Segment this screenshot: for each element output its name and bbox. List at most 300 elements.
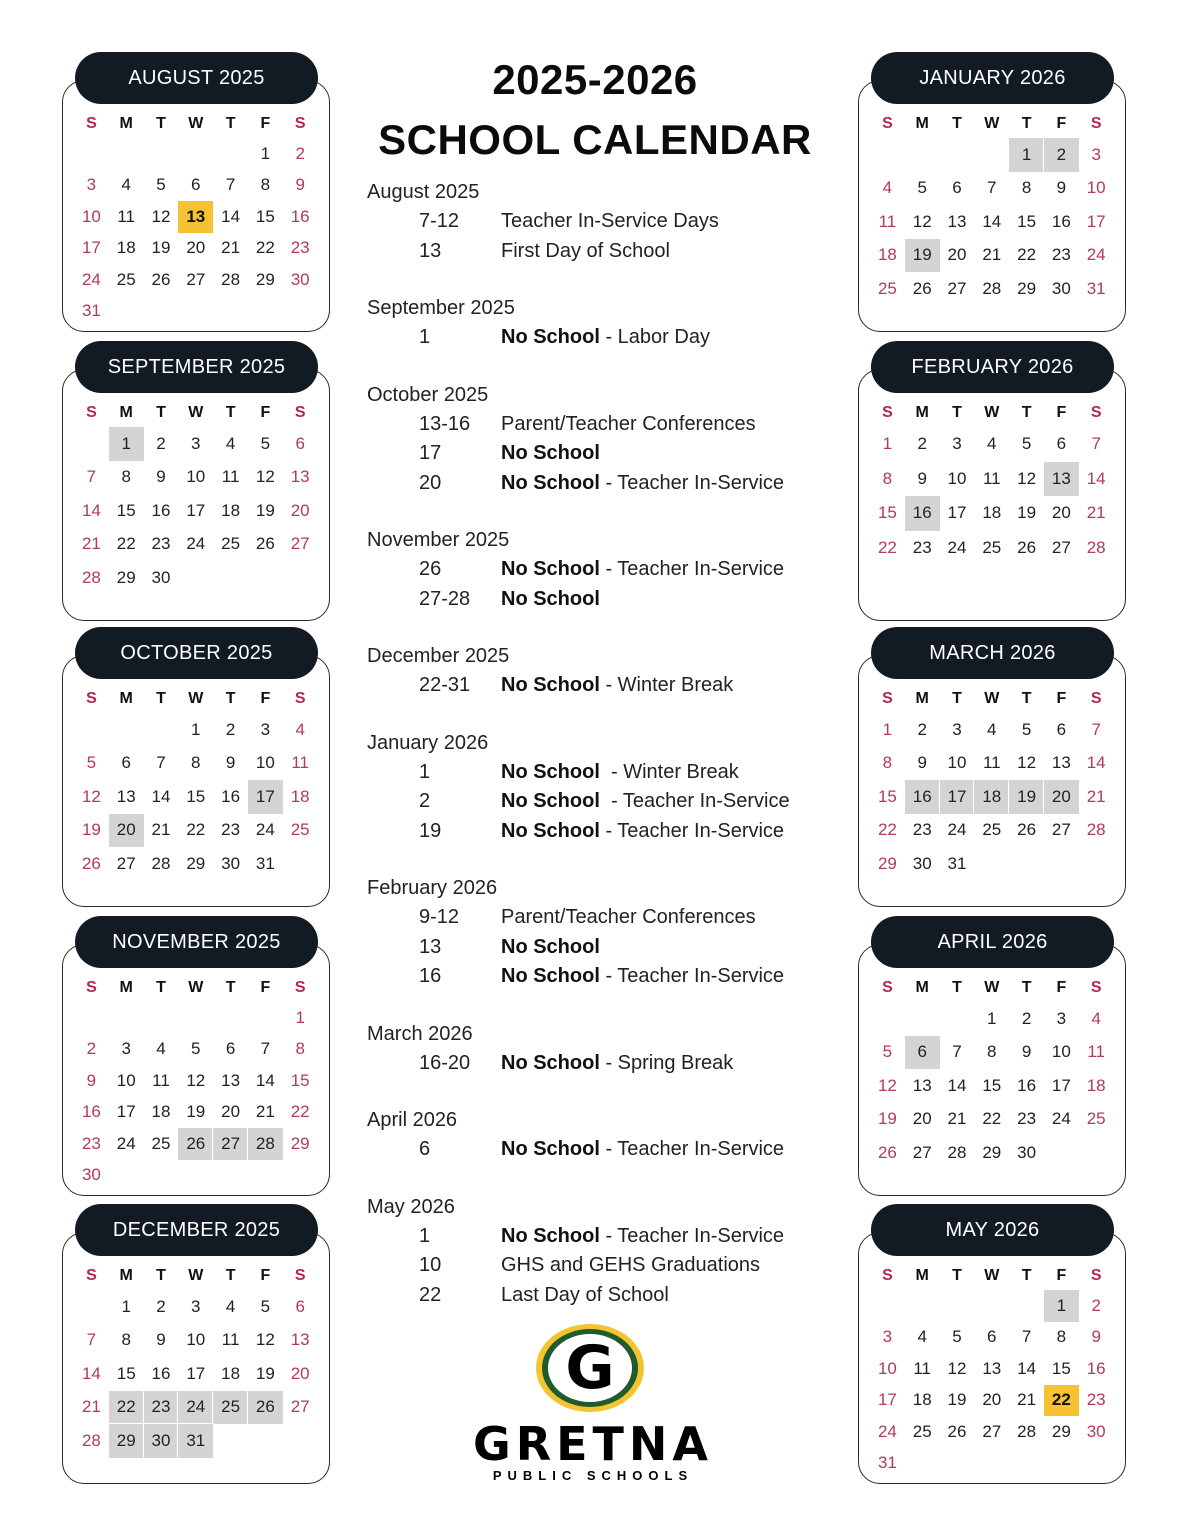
weekday-label: S [294, 979, 306, 996]
calendar-day: 18 [974, 780, 1009, 814]
weekday-label: W [984, 979, 1000, 996]
calendar-day: 25 [982, 820, 1002, 840]
event-description [501, 439, 600, 469]
spacer [367, 498, 837, 526]
empty-cell [213, 138, 248, 170]
calendar-day: 26 [1017, 537, 1037, 557]
empty-cell [283, 847, 318, 881]
calendar-day: 30 [290, 269, 310, 289]
empty-cell [144, 1160, 179, 1192]
calendar-day: 19 [81, 820, 101, 840]
calendar-day: 6 [295, 433, 305, 453]
calendar-day: 23 [290, 238, 310, 258]
calendar-day: 4 [295, 719, 305, 739]
calendar-day: 10 [116, 1070, 136, 1090]
calendar-day: 29 [290, 1133, 310, 1153]
calendar-day: 14 [81, 1363, 101, 1383]
weekday-label: S [86, 115, 97, 132]
weekday-label: M [915, 115, 929, 132]
calendar-day: 25 [877, 278, 897, 298]
calendar-day: 26 [1017, 820, 1037, 840]
empty-cell [248, 1002, 283, 1034]
day-grid [74, 1262, 318, 1458]
calendar-day: 28 [1086, 820, 1106, 840]
empty-cell [74, 1290, 109, 1324]
calendar-day: 1 [882, 719, 893, 739]
calendar-day: 11 [152, 1070, 170, 1090]
calendar-day: 4 [1091, 1008, 1101, 1028]
no-school-label: No School [501, 760, 600, 783]
weekday-label: S [294, 1267, 306, 1284]
empty-cell [178, 296, 213, 328]
calendar-day: 3 [86, 175, 97, 195]
month-header: FEBRUARY 2026 [871, 341, 1114, 393]
empty-cell [109, 713, 144, 747]
calendar-day: 13 [1051, 753, 1071, 773]
weekday-label: M [915, 1267, 929, 1284]
calendar-day: 6 [295, 1296, 305, 1316]
calendar-day: 29 [116, 567, 136, 587]
no-school-label: No School [501, 1138, 600, 1160]
calendar-day: 18 [221, 1363, 241, 1383]
event-text: GHS and GEHS Graduations [501, 1254, 761, 1276]
weekday-label: W [188, 1267, 204, 1284]
calendar-title: SCHOOL CALENDAR [378, 116, 812, 163]
calendar-day: 22 [290, 1102, 310, 1122]
calendar-day: 6 [952, 178, 962, 198]
event-description [501, 1222, 784, 1252]
empty-cell [1009, 847, 1044, 881]
weekday-label: M [915, 404, 929, 421]
calendar-day: 12 [877, 1075, 897, 1095]
calendar-day: 22 [877, 537, 897, 557]
empty-cell [1044, 1136, 1079, 1170]
event-row [367, 787, 837, 817]
calendar-aug [62, 52, 330, 332]
weekday-label: S [882, 115, 893, 132]
logo-wordmark: GRETNA [472, 1417, 714, 1471]
month-header: OCTOBER 2025 [75, 627, 318, 679]
calendar-day: 14 [151, 786, 171, 806]
calendar-day: 8 [191, 753, 201, 773]
calendar-day: 11 [291, 753, 309, 773]
calendar-day: 13 [290, 467, 310, 487]
weekday-label: S [86, 1267, 97, 1284]
event-date: 20 [419, 471, 442, 494]
calendar-day: 18 [290, 786, 310, 806]
weekday-label: S [1090, 979, 1102, 996]
empty-cell [74, 138, 109, 170]
event-text: - Teacher In-Service [599, 819, 785, 842]
calendar-day: 1 [882, 434, 893, 454]
empty-cell [870, 1290, 905, 1322]
calendar-day: 31 [255, 853, 275, 873]
event-month-heading: October 2025 [367, 383, 489, 406]
event-date: 1 [419, 760, 431, 783]
calendar-day: 14 [947, 1075, 967, 1095]
calendar-day: 16 [151, 500, 171, 520]
month-header: SEPTEMBER 2025 [75, 341, 318, 393]
event-month-heading: February 2026 [367, 877, 498, 899]
calendar-day: 2 [917, 719, 927, 739]
calendar-day: 8 [295, 1039, 305, 1059]
month-header: DECEMBER 2025 [75, 1204, 318, 1256]
event-description [501, 671, 733, 701]
month-header: APRIL 2026 [871, 916, 1114, 968]
calendar-mar [858, 627, 1126, 907]
calendar-day: 15 [186, 786, 206, 806]
calendar-day: 15 [116, 500, 136, 520]
weekday-label: F [1056, 115, 1067, 132]
weekday-label: F [260, 404, 271, 421]
event-text: - Winter Break [599, 674, 734, 696]
calendar-day: 14 [255, 1070, 275, 1090]
event-text: - Teacher In-Service [599, 1138, 785, 1160]
no-school-label: No School [501, 1224, 600, 1247]
calendar-day: 9 [1056, 178, 1067, 198]
calendar-day: 26 [81, 853, 101, 873]
event-text: - Labor Day [599, 326, 710, 348]
weekday-label: T [156, 690, 166, 707]
calendar-day: 20 [982, 1390, 1002, 1410]
calendar-day: 30 [151, 567, 171, 587]
event-text: Last Day of School [501, 1283, 669, 1306]
calendar-day: 3 [1091, 144, 1101, 164]
weekday-label: S [882, 979, 893, 996]
event-row [367, 469, 837, 499]
weekday-label: F [1056, 404, 1067, 421]
calendar-day: 18 [877, 245, 897, 265]
calendar-day: 2 [156, 433, 166, 453]
calendar-day: 9 [1091, 1327, 1101, 1347]
empty-cell [213, 1424, 248, 1458]
calendar-day: 7 [1021, 1327, 1032, 1347]
weekday-label: S [882, 404, 893, 421]
empty-cell [905, 138, 940, 172]
event-description [501, 237, 670, 267]
calendar-feb [858, 341, 1126, 621]
weekday-label: W [984, 115, 1000, 132]
calendar-day: 19 [1009, 780, 1044, 814]
event-text: First Day of School [501, 239, 670, 262]
calendar-day: 27 [116, 853, 136, 873]
empty-cell [283, 1424, 318, 1458]
calendar-day: 12 [81, 786, 101, 806]
calendar-day: 9 [1021, 1042, 1032, 1062]
event-date: 6 [419, 1138, 431, 1160]
event-date: 16-20 [419, 1051, 471, 1074]
calendar-day: 5 [191, 1039, 201, 1059]
event-date: 1 [419, 326, 431, 348]
calendar-day: 20 [912, 1109, 932, 1129]
calendar-day: 21 [982, 245, 1002, 265]
weekday-label: F [1056, 1267, 1067, 1284]
weekday-label: S [1090, 404, 1102, 421]
calendar-day: 19 [255, 1363, 275, 1383]
calendar-day: 2 [917, 434, 927, 454]
empty-cell [213, 1002, 248, 1034]
calendar-day: 8 [882, 753, 893, 773]
event-row [367, 323, 837, 353]
calendar-day: 13 [1044, 462, 1079, 497]
spacer [367, 614, 837, 642]
event-date: 13 [419, 239, 442, 262]
calendar-day: 21 [1086, 503, 1106, 523]
calendar-day: 21 [1017, 1390, 1037, 1410]
calendar-day: 15 [877, 503, 897, 523]
calendar-day: 13 [290, 1330, 310, 1350]
empty-cell [109, 1160, 144, 1192]
calendar-day: 1 [987, 1008, 997, 1028]
day-grid [870, 1262, 1114, 1479]
event-row [367, 585, 837, 615]
calendar-day: 12 [151, 206, 171, 226]
event-row [367, 962, 837, 992]
calendar-day: 30 [81, 1165, 101, 1185]
empty-cell [1009, 1448, 1044, 1480]
calendar-day: 27 [1051, 537, 1071, 557]
calendar-day: 30 [144, 1424, 179, 1458]
calendar-day: 7 [260, 1039, 271, 1059]
empty-cell [940, 1290, 975, 1322]
calendar-day: 17 [81, 238, 101, 258]
day-grid [870, 685, 1114, 881]
calendar-day: 12 [947, 1358, 967, 1378]
gretna-logo [438, 1322, 748, 1492]
calendar-day: 15 [116, 1363, 136, 1383]
calendar-day: 2 [156, 1296, 166, 1316]
event-date: 9-12 [419, 906, 460, 928]
empty-cell [248, 296, 283, 328]
event-row [367, 410, 837, 440]
calendar-day: 18 [912, 1390, 932, 1410]
calendar-day: 2 [86, 1039, 97, 1059]
event-text: - Teacher In-Service [599, 790, 790, 812]
event-date: 13 [419, 935, 442, 958]
day-grid [74, 110, 318, 327]
calendar-day: 7 [86, 1330, 97, 1350]
calendar-day: 9 [295, 175, 305, 195]
calendar-day: 14 [81, 500, 101, 520]
event-description [501, 903, 756, 933]
calendar-day: 22 [116, 534, 136, 554]
calendar-day: 20 [1051, 503, 1071, 523]
calendar-day: 19 [255, 500, 275, 520]
calendar-day: 11 [221, 1330, 240, 1350]
calendar-day: 5 [260, 433, 271, 453]
weekday-label: M [119, 690, 133, 707]
calendar-day: 12 [1017, 753, 1037, 773]
empty-cell [940, 1002, 975, 1036]
event-date: 22 [419, 1283, 442, 1306]
month-header: AUGUST 2025 [75, 52, 318, 104]
event-month-heading: August 2025 [367, 181, 480, 203]
calendar-day: 26 [255, 534, 275, 554]
weekday-label: W [984, 1267, 1000, 1284]
calendar-day: 27 [947, 278, 967, 298]
event-description [501, 758, 739, 788]
calendar-day: 10 [877, 1358, 897, 1378]
calendar-day: 30 [1017, 1142, 1037, 1162]
calendar-day: 15 [1051, 1358, 1071, 1378]
calendar-day: 5 [1021, 719, 1032, 739]
event-date: 2 [419, 790, 431, 812]
calendar-day: 29 [982, 1142, 1002, 1162]
calendar-day: 17 [248, 780, 283, 814]
calendar-day: 4 [882, 178, 893, 198]
weekday-label: W [984, 690, 1000, 707]
calendar-day: 15 [1017, 211, 1037, 231]
calendar-day: 13 [982, 1358, 1002, 1378]
weekday-label: T [952, 690, 962, 707]
calendar-day: 28 [221, 269, 241, 289]
calendar-day: 20 [1044, 780, 1079, 814]
calendar-day: 13 [947, 211, 967, 231]
calendar-day: 24 [947, 820, 967, 840]
empty-cell [974, 1448, 1009, 1480]
calendar-day: 10 [947, 468, 967, 488]
calendar-year-title: 2025-2026 [492, 56, 698, 103]
no-school-label: No School [501, 326, 600, 348]
calendar-day: 19 [151, 238, 171, 258]
empty-cell [109, 138, 144, 170]
calendar-day: 31 [947, 853, 967, 873]
weekday-label: W [188, 690, 204, 707]
calendar-day: 8 [121, 1330, 131, 1350]
calendar-day: 5 [952, 1327, 962, 1347]
weekday-label: M [119, 115, 133, 132]
empty-cell [1044, 847, 1079, 881]
calendar-day: 27 [290, 534, 310, 554]
calendar-day: 23 [144, 1391, 179, 1425]
calendar-day: 14 [1086, 753, 1106, 773]
day-grid [74, 974, 318, 1191]
calendar-day: 27 [213, 1128, 248, 1160]
calendar-day: 10 [186, 1330, 206, 1350]
event-month-heading: March 2026 [367, 1022, 473, 1045]
calendar-day: 11 [982, 468, 1001, 488]
calendar-day: 23 [151, 534, 171, 554]
spacer [367, 846, 837, 874]
calendar-day: 22 [109, 1391, 144, 1425]
weekday-label: T [1021, 979, 1032, 996]
calendar-day: 8 [882, 468, 893, 488]
weekday-label: S [86, 979, 97, 996]
empty-cell [1044, 1448, 1079, 1480]
spacer [367, 992, 837, 1020]
calendar-day: 11 [1087, 1042, 1105, 1062]
event-description [501, 962, 784, 992]
calendar-day: 8 [1056, 1327, 1067, 1347]
calendar-day: 21 [947, 1109, 967, 1129]
calendar-day: 26 [912, 278, 932, 298]
calendar-day: 19 [905, 239, 940, 273]
calendar-day: 4 [121, 175, 131, 195]
weekday-label: T [952, 115, 962, 132]
weekday-label: T [225, 115, 236, 132]
calendar-day: 15 [255, 206, 275, 226]
weekday-label: M [915, 979, 929, 996]
event-date: 19 [419, 819, 442, 842]
calendar-day: 3 [952, 434, 962, 454]
no-school-label: No School [501, 587, 600, 610]
calendar-day: 15 [982, 1075, 1002, 1095]
calendar-day: 9 [917, 468, 927, 488]
calendar-day: 17 [1086, 211, 1106, 231]
calendar-day: 11 [117, 206, 136, 226]
calendar-day: 19 [186, 1102, 206, 1122]
calendar-day: 25 [1086, 1109, 1106, 1129]
calendar-day: 30 [912, 853, 932, 873]
calendar-day: 7 [225, 175, 236, 195]
calendar-day: 5 [917, 178, 927, 198]
weekday-label: T [156, 1267, 166, 1284]
calendar-day: 11 [221, 467, 240, 487]
calendar-day: 13 [116, 786, 136, 806]
event-row [367, 1281, 837, 1311]
no-school-label: No School [501, 442, 600, 464]
event-date: 17 [419, 442, 442, 464]
event-text: - Teacher In-Service [599, 558, 785, 580]
calendar-day: 1 [191, 719, 201, 739]
calendar-day: 25 [290, 820, 310, 840]
calendar-day: 8 [260, 175, 271, 195]
calendar-day: 24 [81, 269, 101, 289]
calendar-day: 20 [290, 500, 310, 520]
calendar-day: 20 [109, 814, 144, 848]
calendar-day: 16 [81, 1102, 101, 1122]
empty-cell [213, 1160, 248, 1192]
calendar-day: 12 [255, 467, 275, 487]
calendar-day: 16 [905, 496, 940, 531]
month-header: MARCH 2026 [871, 627, 1114, 679]
calendar-day: 15 [877, 786, 897, 806]
calendar-day: 25 [982, 537, 1002, 557]
event-description [501, 1135, 784, 1165]
weekday-label: T [1021, 404, 1032, 421]
calendar-day: 25 [213, 1391, 248, 1425]
calendar-day: 28 [81, 567, 101, 587]
event-description [501, 555, 784, 585]
calendar-day: 12 [255, 1330, 275, 1350]
calendar-day: 1 [109, 427, 144, 461]
empty-cell [1009, 1290, 1044, 1322]
calendar-day: 6 [1056, 434, 1067, 454]
event-row [367, 1135, 837, 1165]
empty-cell [870, 138, 905, 172]
calendar-day: 29 [109, 1424, 144, 1458]
empty-cell [1079, 1448, 1114, 1480]
calendar-day: 23 [221, 820, 241, 840]
event-date: 13-16 [419, 412, 471, 435]
calendar-day: 16 [1086, 1358, 1106, 1378]
calendar-day: 17 [186, 1363, 206, 1383]
weekday-label: M [915, 690, 929, 707]
calendar-day: 16 [905, 780, 940, 814]
calendar-day: 19 [947, 1390, 967, 1410]
calendar-day: 3 [260, 719, 271, 739]
weekday-label: S [882, 1267, 893, 1284]
calendar-day: 23 [912, 820, 932, 840]
calendar-day: 7 [86, 467, 97, 487]
calendar-dec [62, 1204, 330, 1484]
event-row [367, 671, 837, 701]
calendar-day: 31 [1086, 278, 1106, 298]
calendar-day: 10 [255, 753, 275, 773]
empty-cell [144, 1002, 179, 1034]
event-month-heading: December 2025 [367, 645, 510, 667]
calendar-day: 22 [1017, 245, 1037, 265]
